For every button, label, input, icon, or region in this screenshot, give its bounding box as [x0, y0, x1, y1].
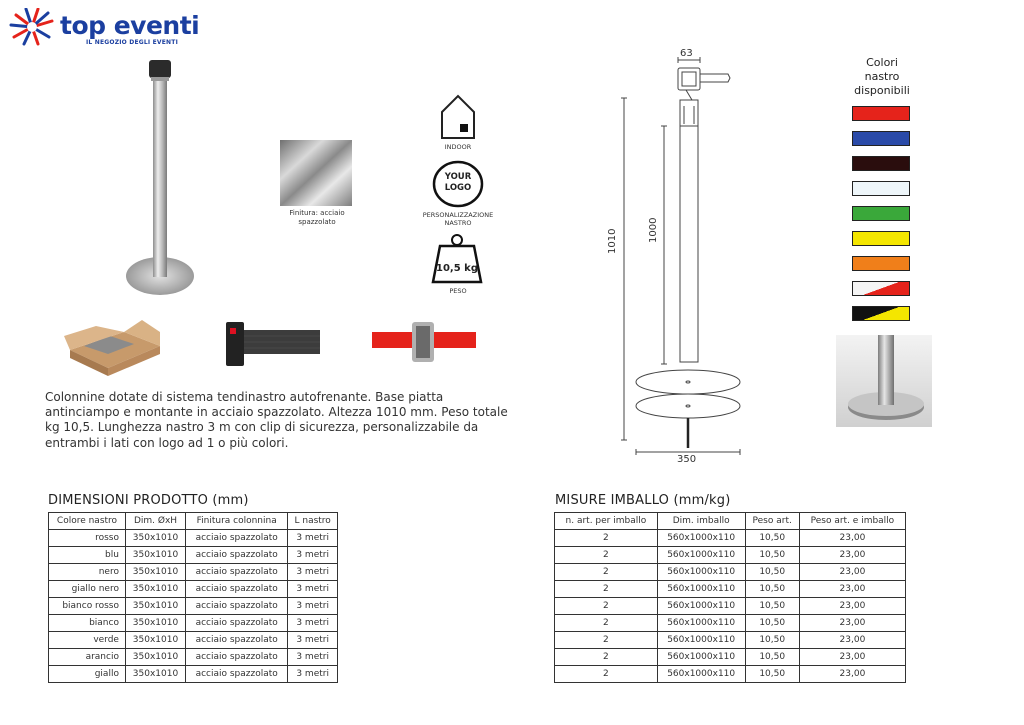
table-cell: 23,00: [799, 530, 905, 547]
brushed-steel-swatch: [280, 140, 352, 206]
product-table-title: DIMENSIONI PRODOTTO (mm): [48, 493, 249, 508]
table-cell: blu: [49, 547, 126, 564]
table-cell: 10,50: [745, 632, 799, 649]
table-row: [555, 666, 906, 683]
header-cell: Peso art.: [745, 513, 799, 530]
swatch-giallo: [852, 231, 910, 246]
table-row: [49, 598, 338, 615]
table-cell: acciaio spazzolato: [186, 547, 288, 564]
belt-red-photo: [368, 318, 480, 366]
swatch-verde: [852, 206, 910, 221]
table-cell: 2: [555, 598, 658, 615]
table-cell: 560x1000x110: [657, 564, 745, 581]
table-cell: 10,50: [745, 530, 799, 547]
swatch-bianco: [852, 181, 910, 196]
table-row: [555, 615, 906, 632]
table-cell: 560x1000x110: [657, 666, 745, 683]
table-cell: 2: [555, 666, 658, 683]
table-cell: 350x1010: [125, 615, 185, 632]
colors-title: [842, 56, 922, 98]
table-cell: 23,00: [799, 564, 905, 581]
personalization-line-2: NASTRO: [444, 219, 472, 227]
table-cell: 560x1000x110: [657, 530, 745, 547]
brand-name: top eventi: [60, 11, 200, 40]
table-cell: 3 metri: [288, 530, 338, 547]
base-detail-photo: [836, 335, 932, 427]
table-cell: acciaio spazzolato: [186, 632, 288, 649]
header-cell: Dim. ØxH: [125, 513, 185, 530]
colors-title-line-3: disponibili: [854, 84, 910, 97]
table-cell: 560x1000x110: [657, 632, 745, 649]
table-cell: 10,50: [745, 615, 799, 632]
table-cell: nero: [49, 564, 126, 581]
table-cell: 3 metri: [288, 649, 338, 666]
table-cell: 350x1010: [125, 666, 185, 683]
table-row: [555, 581, 906, 598]
header-cell: Peso art. e imballo: [799, 513, 905, 530]
table-cell: acciaio spazzolato: [186, 564, 288, 581]
table-cell: 23,00: [799, 649, 905, 666]
your-logo-text: [432, 172, 484, 194]
table-cell: acciaio spazzolato: [186, 649, 288, 666]
table-row: [49, 649, 338, 666]
table-cell: 350x1010: [125, 564, 185, 581]
personalization-line-1: PERSONALIZZAZIONE: [422, 211, 494, 219]
swatch-bianco-rosso: [852, 281, 910, 296]
dim-pole-height: 1000: [648, 217, 659, 243]
table-cell: 10,50: [745, 547, 799, 564]
swatch-giallo-nero: [852, 306, 910, 321]
colors-title-line-1: Colori: [866, 56, 898, 69]
header-cell: n. art. per imballo: [555, 513, 658, 530]
colors-title-line-2: nastro: [864, 70, 900, 83]
table-cell: 3 metri: [288, 564, 338, 581]
table-cell: 2: [555, 530, 658, 547]
weight-label: PESO: [449, 287, 467, 295]
weight-icon: [430, 232, 484, 284]
table-cell: acciaio spazzolato: [186, 666, 288, 683]
swatch-blu: [852, 131, 910, 146]
table-cell: 560x1000x110: [657, 547, 745, 564]
product-table-header: [49, 513, 338, 530]
table-cell: acciaio spazzolato: [186, 615, 288, 632]
table-cell: 10,50: [745, 598, 799, 615]
swatch-arancio: [852, 256, 910, 271]
header-cell: Dim. imballo: [657, 513, 745, 530]
table-row: [555, 649, 906, 666]
table-cell: 560x1000x110: [657, 615, 745, 632]
swatch-rosso: [852, 106, 910, 121]
table-cell: 350x1010: [125, 530, 185, 547]
product-table: [48, 512, 338, 683]
belt-black-photo: [222, 320, 322, 368]
your-logo-line-1: YOUR: [444, 172, 472, 182]
table-cell: 2: [555, 581, 658, 598]
packaging-table-title: MISURE IMBALLO (mm/kg): [555, 493, 731, 508]
table-row: [49, 547, 338, 564]
table-cell: 10,50: [745, 581, 799, 598]
brand-logo-burst-icon: [8, 8, 58, 46]
table-cell: 560x1000x110: [657, 581, 745, 598]
header-cell: Colore nastro: [49, 513, 126, 530]
header-cell: Finitura colonnina: [186, 513, 288, 530]
table-cell: 10,50: [745, 564, 799, 581]
table-cell: 2: [555, 547, 658, 564]
table-cell: 23,00: [799, 615, 905, 632]
table-cell: 2: [555, 632, 658, 649]
table-cell: 23,00: [799, 598, 905, 615]
table-cell: bianco: [49, 615, 126, 632]
table-row: [49, 632, 338, 649]
your-logo-line-2: LOGO: [444, 183, 472, 193]
table-row: [49, 666, 338, 683]
table-cell: 560x1000x110: [657, 649, 745, 666]
table-cell: 350x1010: [125, 581, 185, 598]
table-cell: 23,00: [799, 666, 905, 683]
table-cell: 3 metri: [288, 598, 338, 615]
table-row: [555, 564, 906, 581]
table-cell: acciaio spazzolato: [186, 530, 288, 547]
personalization-label: [413, 211, 503, 227]
table-cell: 3 metri: [288, 666, 338, 683]
table-row: [49, 530, 338, 547]
indoor-label: INDOOR: [444, 143, 472, 151]
brand-tagline: IL NEGOZIO DEGLI EVENTI: [86, 39, 178, 46]
table-cell: 350x1010: [125, 547, 185, 564]
table-cell: 3 metri: [288, 581, 338, 598]
table-cell: 10,50: [745, 649, 799, 666]
table-cell: 2: [555, 615, 658, 632]
packaging-box-photo: [64, 318, 164, 378]
table-cell: verde: [49, 632, 126, 649]
table-row: [555, 632, 906, 649]
table-cell: 23,00: [799, 547, 905, 564]
table-row: [49, 615, 338, 632]
table-cell: 2: [555, 649, 658, 666]
table-cell: 2: [555, 564, 658, 581]
table-cell: 350x1010: [125, 632, 185, 649]
table-cell: giallo: [49, 666, 126, 683]
swatch-nero: [852, 156, 910, 171]
table-cell: 23,00: [799, 581, 905, 598]
table-cell: 3 metri: [288, 547, 338, 564]
packaging-table: [554, 512, 906, 683]
table-row: [555, 530, 906, 547]
table-cell: 560x1000x110: [657, 598, 745, 615]
dim-base-diameter: 350: [677, 454, 697, 465]
table-row: [49, 581, 338, 598]
table-cell: acciaio spazzolato: [186, 598, 288, 615]
table-cell: bianco rosso: [49, 598, 126, 615]
product-description: Colonnine dotate di sistema tendinastro autofrenante. Base piatta antinciampo e montante in acciaio spazzolato. Altezza 1010 mm. Peso totale kg 10,5. Lunghezza nastro 3 m con clip di sicurezza, personalizzabile da entrambi i lati con logo ad 1 o più colori.: [45, 390, 508, 450]
table-cell: acciaio spazzolato: [186, 581, 288, 598]
table-cell: arancio: [49, 649, 126, 666]
table-cell: 3 metri: [288, 615, 338, 632]
weight-value: 10,5 kg: [436, 263, 478, 274]
table-row: [49, 564, 338, 581]
table-row: [555, 547, 906, 564]
stanchion-photo: [118, 58, 198, 303]
technical-drawing: [596, 46, 756, 466]
table-row: [555, 598, 906, 615]
table-cell: 350x1010: [125, 649, 185, 666]
finish-caption: Finitura: acciaio spazzolato: [289, 209, 345, 226]
table-cell: rosso: [49, 530, 126, 547]
dim-total-height: 1010: [607, 228, 618, 254]
dim-top: 63: [680, 48, 693, 59]
indoor-house-icon: [440, 94, 476, 140]
table-cell: 3 metri: [288, 632, 338, 649]
packaging-table-header: [555, 513, 906, 530]
table-cell: giallo nero: [49, 581, 126, 598]
table-cell: 23,00: [799, 632, 905, 649]
table-cell: 350x1010: [125, 598, 185, 615]
table-cell: 10,50: [745, 666, 799, 683]
header-cell: L nastro: [288, 513, 338, 530]
